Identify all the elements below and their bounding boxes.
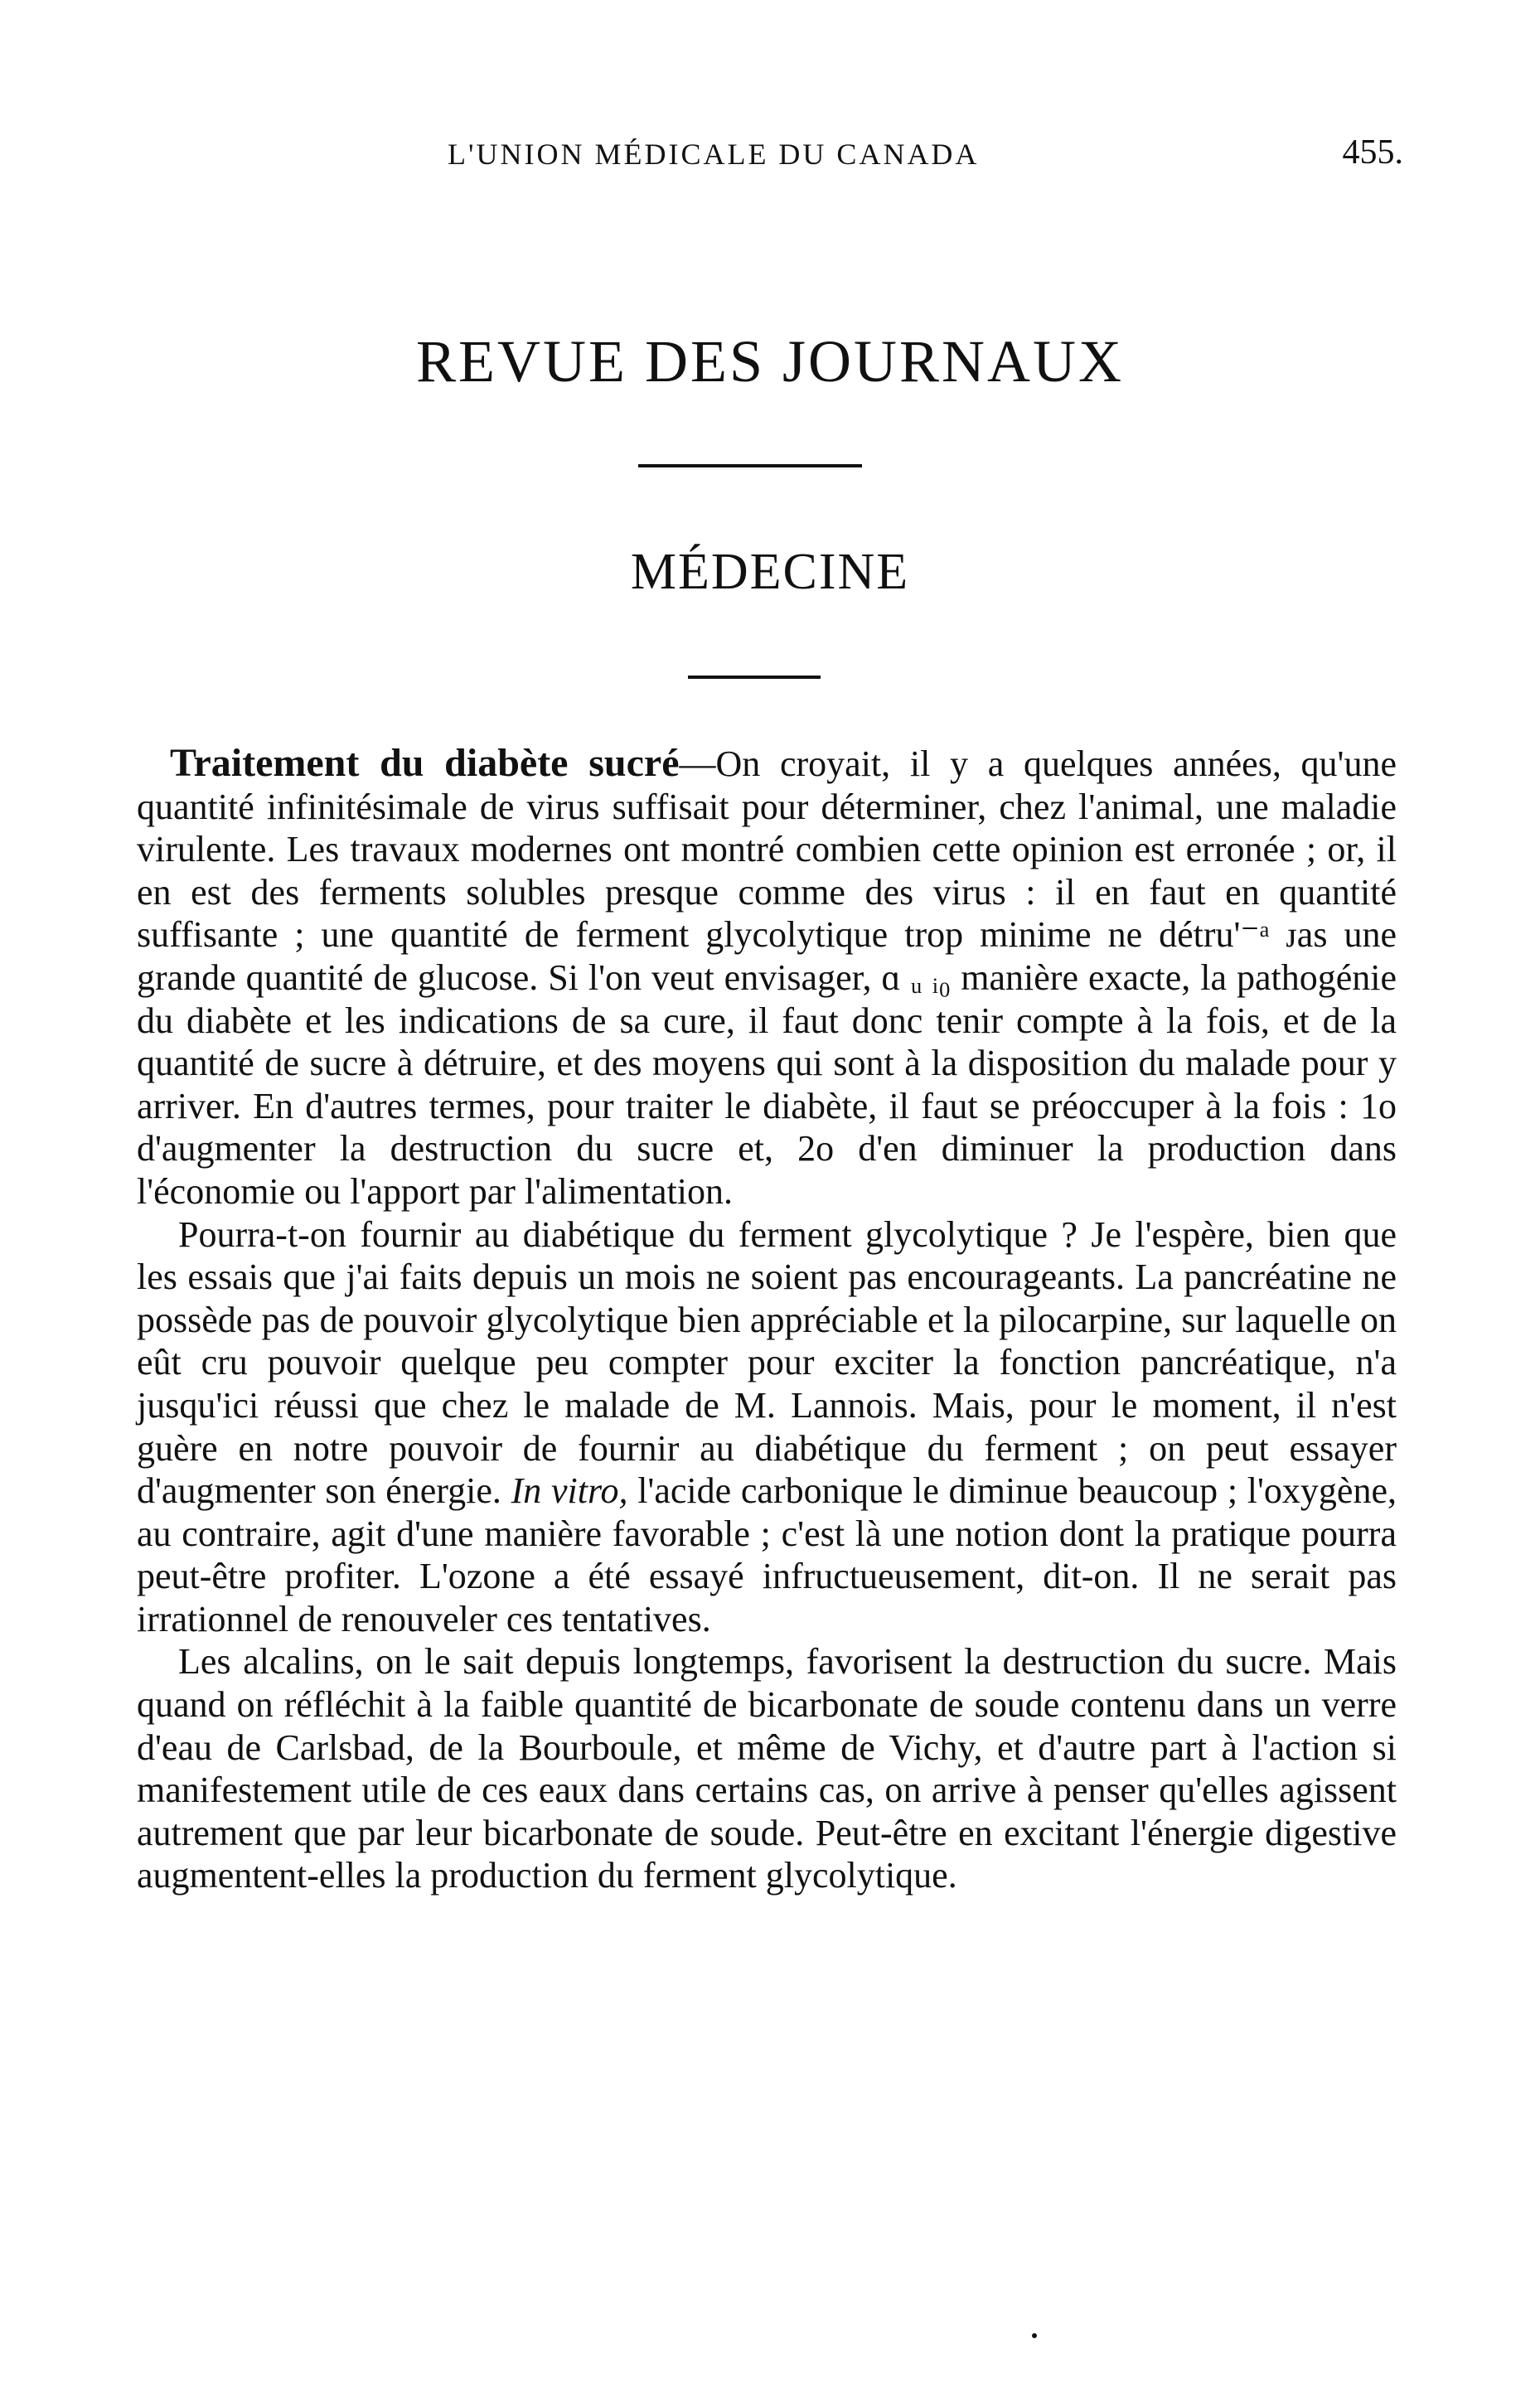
paragraph-1 bbox=[137, 742, 1397, 1213]
running-head: L'UNION MÉDICALE DU CANADA bbox=[448, 138, 980, 171]
paragraph-2-text-a: Pourra-t-on fournir au diabétique du ferment glycolytique ? Je l'espère, bien que les essais que j'ai faits depuis un mois ne soient pas encourageants. La pancréatine ne possède pas de pouvoir glycolytique bien appréciable et la pilocarpine, sur laquelle on eût cru pouvoir quelque peu compter pour exciter la fonction pancréatique, n'a jusqu'ici réussi que chez le malade de M. Lannois. Mais, pour le moment, il n'est guère en notre pouvoir de fournir au diabétique du ferment ; on peut essayer d'augmenter son énergie. bbox=[137, 1213, 1397, 1512]
article-heading: Traitement du diabète sucré bbox=[170, 741, 680, 785]
subsection-title: MÉDECINE bbox=[630, 544, 910, 600]
paragraph-1-text: —On croyait, il y a quelques années, qu'une quantité infinitésimale de virus suffisait pour déterminer, chez l'animal, une maladie virulente. Les travaux modernes ont montré combien cette opinion est erronée ; or, il en est des ferments solubles presque comme des virus : il en faut en quantité suffisante ; une quantité de ferment glycolytique trop minime ne détru'⁻ᵃ ᴊas une grande quantité de glucose. Si l'on veut envisager, ɑ ᵤ ᵢ₀ manière exacte, la pathogénie du diabète et les indications de sa cure, il faut donc tenir compte à la fois, et de la quantité de sucre à détruire, et des moyens qui sont à la disposition du malade pour y arriver. En d'autres termes, pour traiter le diabète, il faut se préoccuper à la fois : 1o d'augmenter la destruction du sucre et, 2o d'en diminuer la production dans l'économie ou l'apport par l'alimentation. bbox=[137, 743, 1397, 1212]
separator-rule-top bbox=[638, 464, 862, 467]
page-number: 455. bbox=[1342, 133, 1403, 172]
paragraph-2-italic: In vitro, bbox=[511, 1470, 628, 1512]
paragraph-3 bbox=[137, 1640, 1397, 1897]
stray-dot-mark bbox=[1032, 2333, 1037, 2338]
section-title: REVUE DES JOURNAUX bbox=[415, 328, 1124, 395]
separator-rule-bottom bbox=[688, 676, 821, 679]
paragraph-2 bbox=[137, 1213, 1397, 1641]
paragraph-2-text-b: l'acide carbonique le diminue beaucoup ; l'oxygène, au contraire, agit d'une manière favorable ; c'est là une notion dont la pratique pourra peut-être profiter. L'ozone a été essayé infructueusement, dit-on. Il ne serait pas irrationnel de renouveler ces tentatives. bbox=[137, 1470, 1397, 1639]
paragraph-3-text: Les alcalins, on le sait depuis longtemps, favorisent la destruction du sucre. Mais quand on réfléchit à la faible quantité de bicarbonate de soude contenu dans un verre d'eau de Carlsbad, de la Bourboule, et même de Vichy, et d'autre part à l'action si manifestement utile de ces eaux dans certains cas, on arrive à penser qu'elles agissent autrement que par leur bicarbonate de soude. Peut-être en excitant l'énergie digestive augmentent-elles la production du ferment glycolytique. bbox=[137, 1641, 1397, 1896]
article-body bbox=[137, 742, 1397, 1897]
